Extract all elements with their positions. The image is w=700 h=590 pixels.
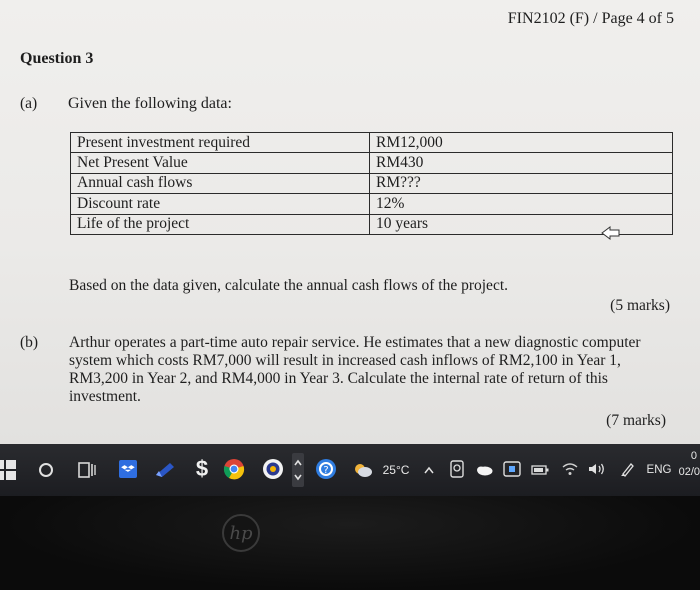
page-header: FIN2102 (F) / Page 4 of 5 xyxy=(507,10,674,27)
mouse-cursor-icon xyxy=(600,224,622,242)
part-b-line: RM3,200 in Year 2, and RM4,000 in Year 3. Calculate the internal rate of return of this xyxy=(69,370,608,387)
help-icon[interactable] xyxy=(313,456,339,482)
part-a-task: Based on the data given, calculate the annual cash flows of the project. xyxy=(69,277,509,294)
system-clock[interactable] xyxy=(676,448,700,492)
circle-app-icon[interactable] xyxy=(260,456,286,482)
table-row xyxy=(71,214,673,234)
part-b-marks: (7 marks) xyxy=(606,412,666,429)
part-a-marks: (5 marks) xyxy=(610,297,670,314)
part-a-label: (a) xyxy=(20,95,38,112)
hp-logo-icon: hp xyxy=(222,514,260,552)
dropbox-icon[interactable] xyxy=(117,457,139,481)
onedrive-cloud-icon[interactable] xyxy=(474,458,494,482)
weather-temperature[interactable]: 25°C xyxy=(382,463,410,477)
table-cell-value: 10 years xyxy=(370,214,673,234)
data-table xyxy=(70,132,673,235)
action-app-icon[interactable] xyxy=(502,457,522,481)
table-row xyxy=(71,133,673,153)
weather-icon[interactable] xyxy=(352,458,374,482)
scroll-arrows-icon[interactable] xyxy=(291,452,305,488)
taskbar xyxy=(0,444,700,496)
language-indicator[interactable]: ENG xyxy=(646,464,672,476)
part-b-paragraph xyxy=(69,334,641,406)
table-cell-label: Net Present Value xyxy=(71,153,370,173)
table-cell-value: RM??? xyxy=(370,173,673,193)
table-row xyxy=(71,153,673,173)
arrow-app-icon[interactable] xyxy=(153,457,177,481)
dollar-app-icon[interactable]: $ xyxy=(195,456,209,481)
table-cell-value: RM430 xyxy=(370,153,673,173)
part-b-line: system which costs RM7,000 will result in increased cash inflows of RM2,100 in Year 1, xyxy=(69,352,621,369)
part-b-line: investment. xyxy=(69,388,141,405)
chrome-icon[interactable] xyxy=(221,456,247,482)
svg-text:?: ? xyxy=(323,465,329,476)
table-cell-label: Annual cash flows xyxy=(71,173,370,193)
camera-app-icon[interactable] xyxy=(448,457,466,481)
table-cell-value: 12% xyxy=(370,194,673,214)
search-circle-icon[interactable] xyxy=(36,458,56,482)
table-cell-label: Present investment required xyxy=(71,133,370,153)
task-view-icon[interactable] xyxy=(76,458,98,482)
table-cell-label: Life of the project xyxy=(71,214,370,234)
question-title: Question 3 xyxy=(20,50,94,67)
tray-chevron-up-icon[interactable] xyxy=(422,458,436,482)
table-cell-value: RM12,000 xyxy=(370,133,673,153)
clock-time: 0 xyxy=(690,450,697,462)
pen-icon[interactable] xyxy=(618,457,638,481)
table-cell-label: Discount rate xyxy=(71,194,370,214)
part-b-label: (b) xyxy=(20,334,39,351)
windows-start-icon[interactable] xyxy=(0,456,22,484)
table-row xyxy=(71,194,673,214)
laptop-bezel xyxy=(0,496,700,590)
clock-date: 02/0 xyxy=(678,466,700,478)
table-row xyxy=(71,173,673,193)
part-a-intro: Given the following data: xyxy=(68,95,232,112)
volume-icon[interactable] xyxy=(586,457,608,481)
wifi-icon[interactable] xyxy=(560,457,580,481)
part-b-line: Arthur operates a part-time auto repair service. He estimates that a new diagnostic computer xyxy=(69,334,641,351)
battery-icon[interactable] xyxy=(530,458,550,482)
